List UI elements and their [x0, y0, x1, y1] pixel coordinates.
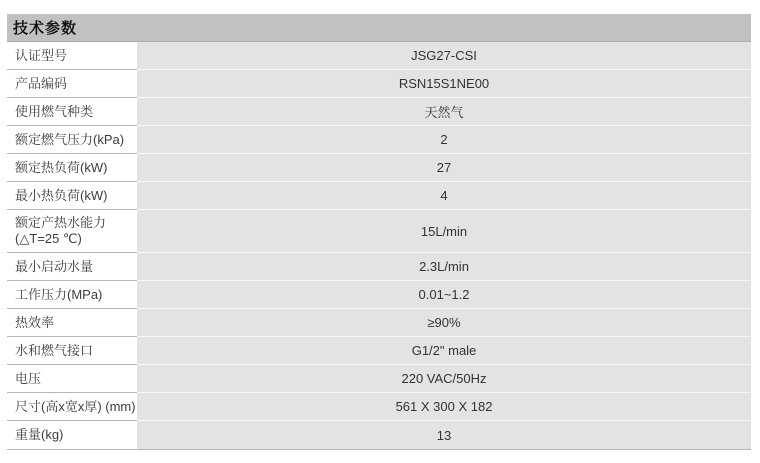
- table-row: [7, 182, 751, 210]
- spec-label-text: 尺寸(高x宽x厚) (mm): [15, 398, 136, 414]
- spec-label: [7, 337, 137, 365]
- spec-label: [7, 154, 137, 182]
- table-row: [7, 98, 751, 126]
- spec-value: G1/2" male: [137, 337, 751, 365]
- table-row: [7, 421, 751, 449]
- spec-value: 天然气: [137, 98, 751, 126]
- spec-label-text: 重量(kg): [15, 427, 64, 442]
- table-row: [7, 281, 751, 309]
- spec-label-text: 认证型号: [15, 47, 68, 63]
- spec-label-text: 工作压力(MPa): [15, 286, 103, 302]
- spec-label-text: 额定产热水能力: [15, 215, 107, 230]
- spec-label: [7, 253, 137, 281]
- spec-table: [7, 14, 751, 450]
- spec-value: ≥90%: [137, 309, 751, 337]
- table-row: [7, 70, 751, 98]
- spec-value: 15L/min: [137, 210, 751, 253]
- spec-label: [7, 421, 137, 449]
- spec-label: [7, 393, 137, 421]
- spec-label-text: 额定热负荷(kW): [15, 159, 108, 175]
- spec-label: [7, 70, 137, 98]
- spec-label-text: 最小热负荷(kW): [15, 187, 108, 203]
- table-row: [7, 210, 751, 253]
- spec-label-text: 热效率: [15, 314, 55, 330]
- spec-value: 4: [137, 182, 751, 210]
- spec-rows: [7, 42, 751, 449]
- table-row: [7, 393, 751, 421]
- spec-label-text: 电压: [15, 370, 42, 386]
- table-row: [7, 154, 751, 182]
- spec-label-text: 使用燃气种类: [15, 103, 94, 119]
- spec-label: [7, 210, 137, 253]
- table-row: [7, 126, 751, 154]
- table-row: [7, 337, 751, 365]
- spec-value: RSN15S1NE00: [137, 70, 751, 98]
- table-row: [7, 365, 751, 393]
- spec-label: [7, 126, 137, 154]
- table-row: [7, 253, 751, 281]
- table-title: 技术参数: [7, 14, 751, 42]
- spec-label-text: 水和燃气接口: [15, 342, 94, 358]
- spec-value: 13: [137, 421, 751, 449]
- spec-value: 27: [137, 154, 751, 182]
- spec-value: 220 VAC/50Hz: [137, 365, 751, 393]
- spec-label: [7, 42, 137, 70]
- spec-label-text: 最小启动水量: [15, 258, 94, 274]
- spec-label: [7, 281, 137, 309]
- spec-value: 561 X 300 X 182: [137, 393, 751, 421]
- table-row: [7, 42, 751, 70]
- spec-value: 0.01~1.2: [137, 281, 751, 309]
- table-row: [7, 309, 751, 337]
- spec-value: 2: [137, 126, 751, 154]
- spec-label-subtext: (△T=25 ℃): [15, 231, 82, 246]
- spec-label-text: 额定燃气压力(kPa): [15, 131, 125, 147]
- spec-label: [7, 309, 137, 337]
- spec-label: [7, 182, 137, 210]
- spec-value: JSG27-CSI: [137, 42, 751, 70]
- spec-label: [7, 365, 137, 393]
- spec-value: 2.3L/min: [137, 253, 751, 281]
- spec-label-text: 产品编码: [15, 75, 68, 91]
- spec-label: [7, 98, 137, 126]
